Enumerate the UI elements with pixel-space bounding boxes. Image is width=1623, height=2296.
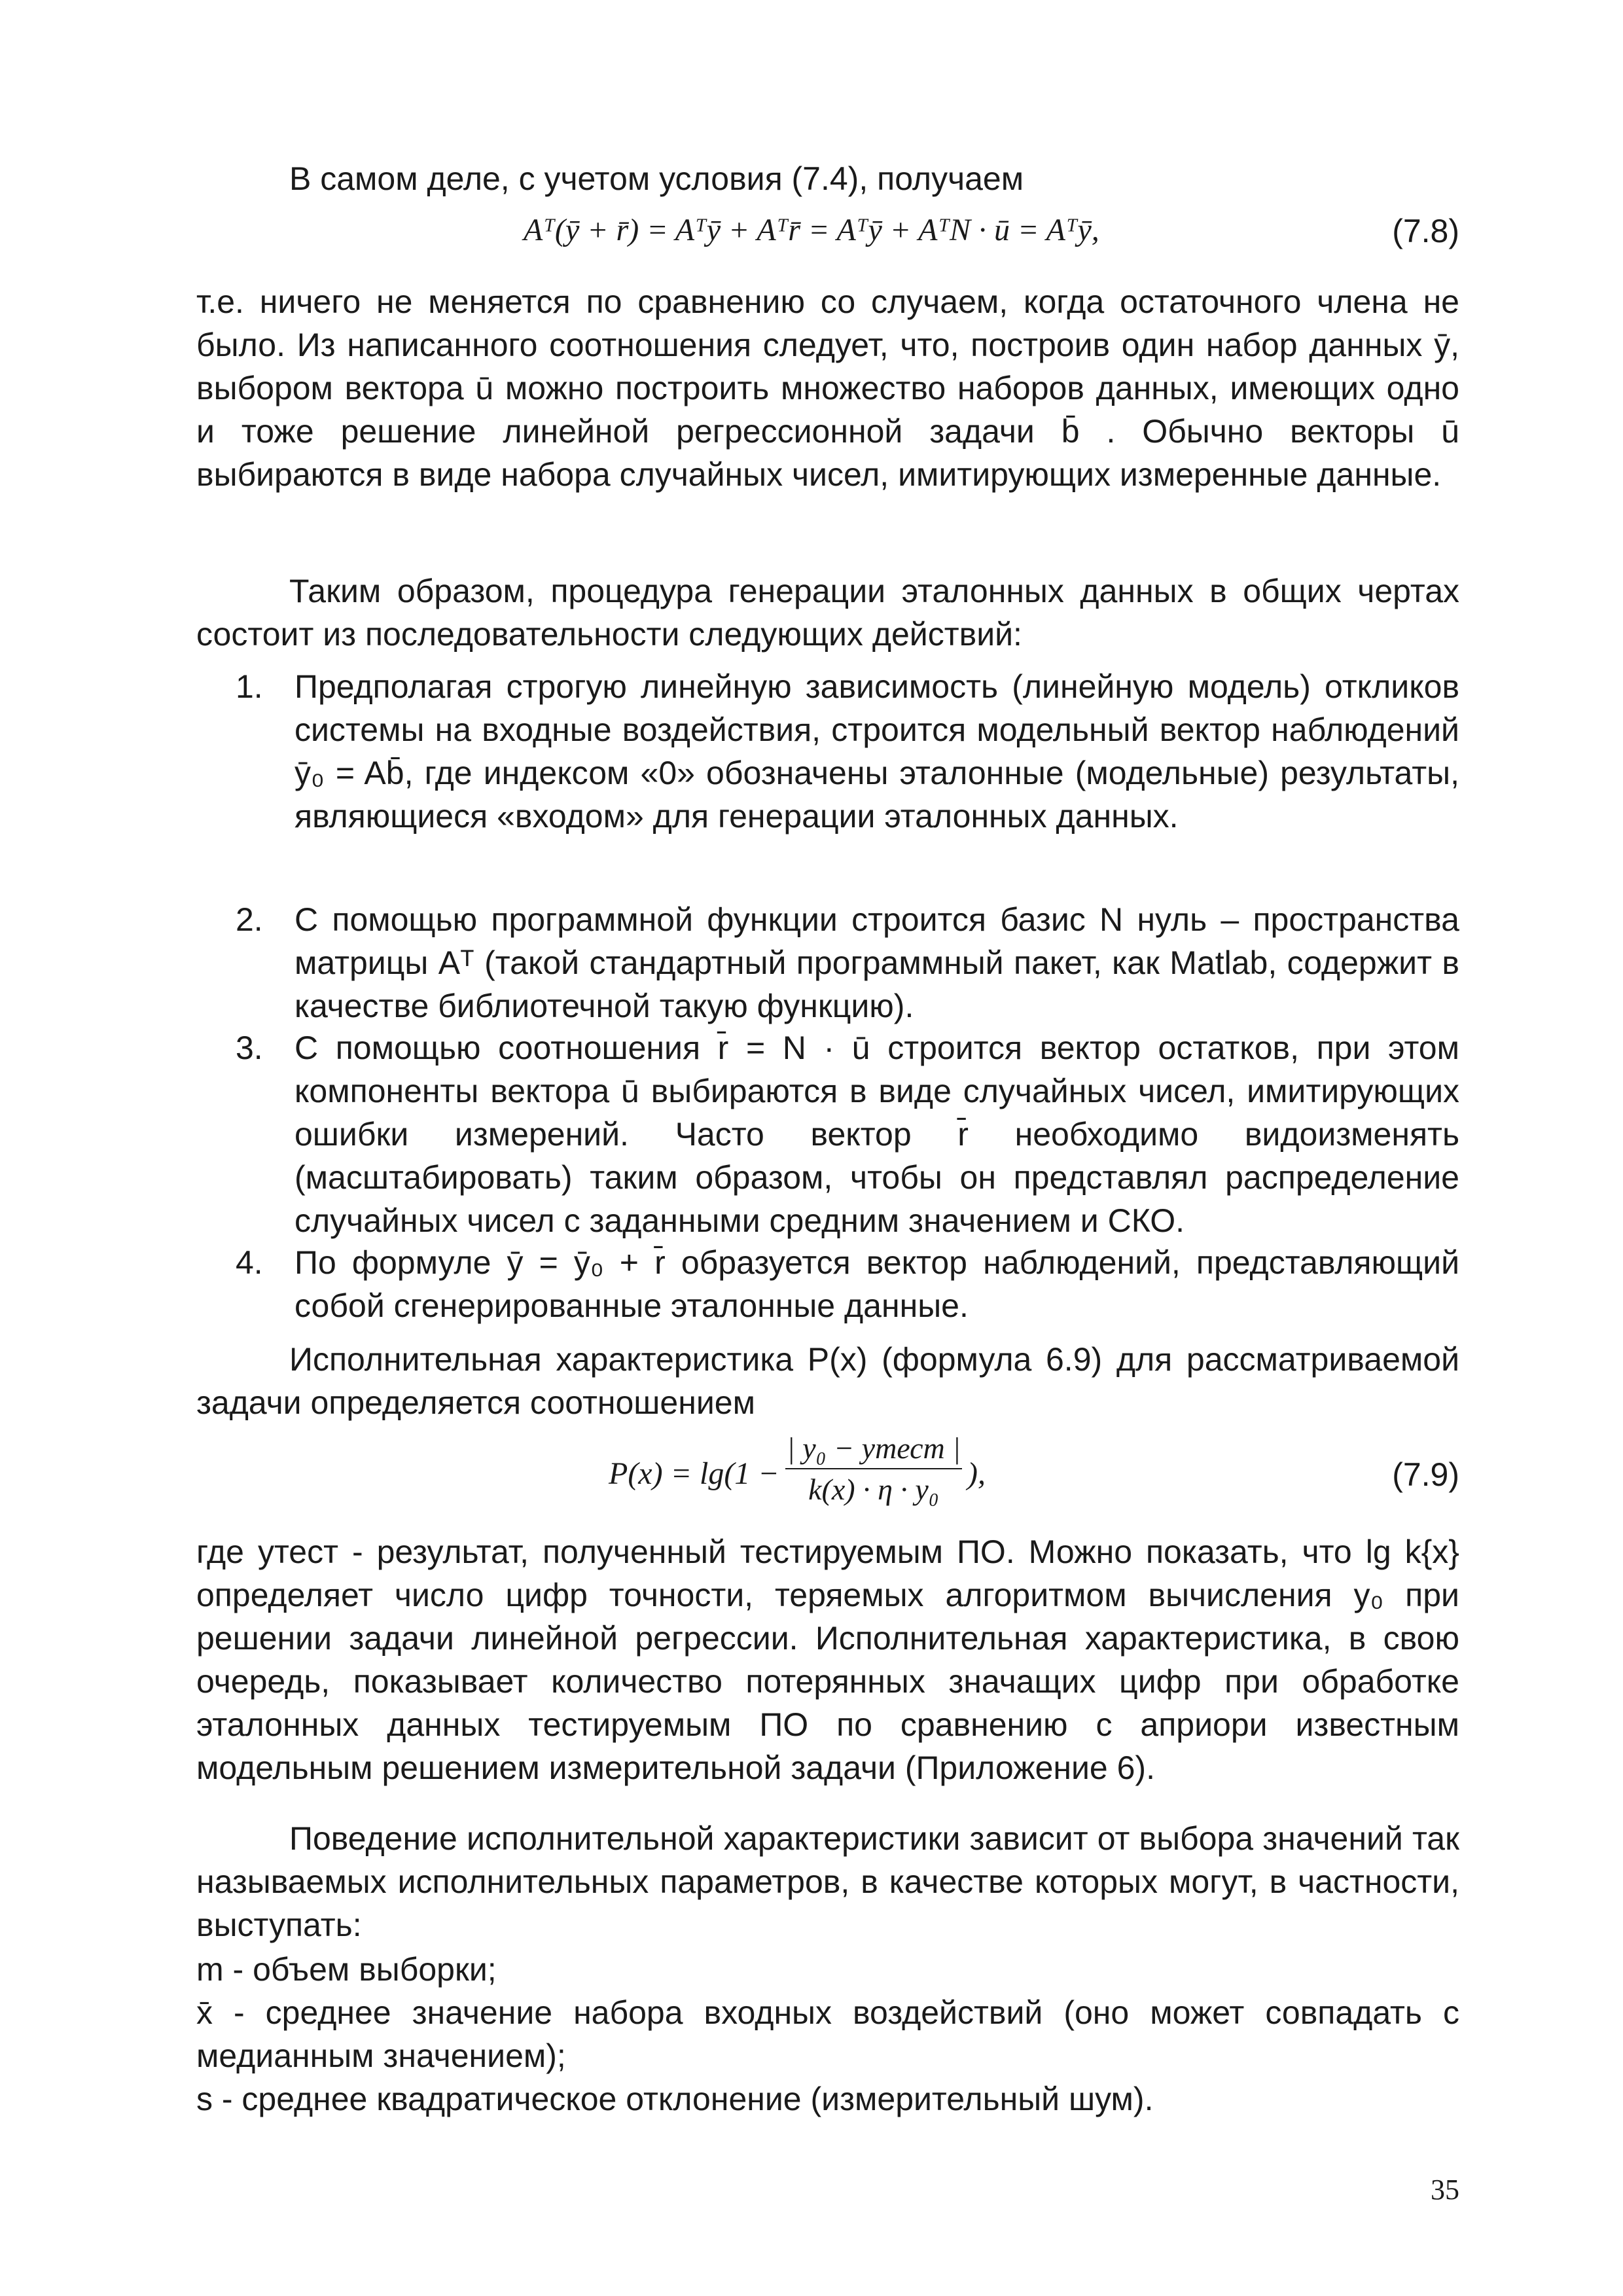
list-item [196, 1026, 1459, 1249]
list-item [196, 665, 1459, 888]
equation-7-9 [196, 1431, 1459, 1522]
list-item [196, 898, 1459, 1035]
list-item-number: 4. [236, 1244, 263, 1281]
equation-7-9-fraction [785, 1431, 962, 1507]
paragraph-4: Исполнительная характеристика P(x) (формула 6.9) для рассматриваемой задачи определяется соотношением [196, 1341, 1459, 1421]
paragraph-3: Таким образом, процедура генерации эталонных данных в общих чертах состоит из последовательности следующих действий: [196, 573, 1459, 653]
equation-7-8-expression: Aᵀ(ȳ + r̄) = Aᵀȳ + Aᵀr̄ = Aᵀȳ + AᵀN · ū = Aᵀȳ, [524, 213, 1099, 247]
paragraph-5: где yтест - результат, полученный тестируемым ПО. Можно показать, что lg k{x} определяет число цифр точности, теряемых алгоритмом вычисления y₀ при решении задачи линейной регрессии. Исполнительная характеристика, в свою очередь, показывает количество потерянных значащих цифр при обработке эталонных данных тестируемым ПО по сравнению с априори известным модельным решением измерительной задачи (Приложение 6). [196, 1534, 1459, 1786]
equation-7-9-number: (7.9) [1392, 1456, 1459, 1493]
list-item [196, 1241, 1459, 1333]
parameter-m: m - объем выборки; [196, 1951, 497, 1988]
list-item-text: По формуле ȳ = ȳ₀ + r̄ образуется вектор наблюдений, представляющий собой сгенерированные эталонные данные. [294, 1244, 1459, 1324]
parameter-s: s - среднее квадратическое отклонение (измерительный шум). [196, 2081, 1154, 2117]
list-item-number: 1. [236, 668, 263, 705]
list-item-number: 2. [236, 901, 263, 938]
fraction-bar [785, 1468, 962, 1469]
equation-7-8-number: (7.8) [1392, 213, 1459, 249]
paragraph-intro: В самом деле, с учетом условия (7.4), получаем [289, 160, 1024, 197]
equation-7-9-left: P(x) = lg(1 − [609, 1456, 779, 1491]
page-number: 35 [1431, 2174, 1459, 2206]
equation-7-9-denominator: k(x) · η · y₀ [808, 1473, 939, 1506]
equation-7-9-right: ), [967, 1456, 986, 1491]
paragraph-2: т.е. ничего не меняется по сравнению со случаем, когда остаточного члена не было. Из написанного соотношения следует, что, построив один набор данных ȳ, выбором вектора ū можно построить множество наборов данных, имеющих одно и тоже решение линейной регрессионной задачи b̄ . Обычно векторы ū выбираются в виде набора случайных чисел, имитирующих измеренные данные. [196, 283, 1459, 493]
list-item-text: С помощью соотношения r̄ = N · ū строится вектор остатков, при этом компоненты вектора ū выбираются в виде случайных чисел, имитирующих ошибки измерений. Часто вектор r̄ необходимо видоизменять (масштабировать) таким образом, чтобы он представлял распределение случайных чисел с заданными средним значением и СКО. [294, 1030, 1459, 1239]
list-item-number: 3. [236, 1030, 263, 1066]
equation-7-8 [196, 208, 1459, 260]
parameter-x-mean: x̄ - среднее значение набора входных воздействий (оно может совпадать с медианным значением); [196, 1994, 1459, 2074]
paragraph-6: Поведение исполнительной характеристики зависит от выбора значений так называемых исполнительных параметров, в качестве которых могут, в частности, выступать: [196, 1820, 1459, 1943]
list-item-text: С помощью программной функции строится базис N нуль – пространства матрицы Aᵀ (такой стандартный программный пакет, как Matlab, содержит в качестве библиотечной такую функцию). [294, 901, 1459, 1024]
equation-7-9-numerator: | y₀ − yтест | [787, 1431, 961, 1465]
list-item-text: Предполагая строгую линейную зависимость (линейную модель) откликов системы на входные воздействия, строится модельный вектор наблюдений ȳ₀ = Ab̄, где индексом «0» обозначены эталонные (модельные) результаты, являющиеся «входом» для генерации эталонных данных. [294, 668, 1459, 834]
